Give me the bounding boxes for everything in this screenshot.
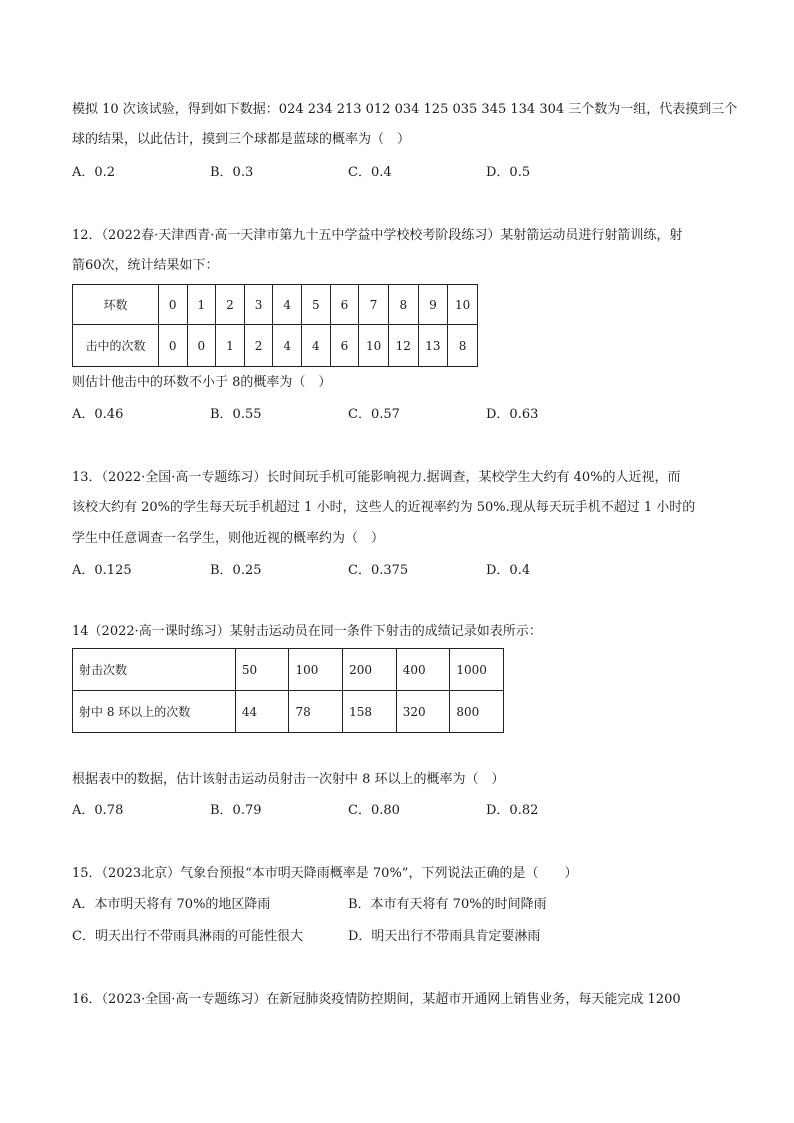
table-row	[73, 325, 478, 367]
q15-option-c[interactable]: C．明天出行不带雨具淋雨的可能性很大	[72, 929, 303, 944]
q14-shots-cell: 50	[235, 649, 289, 691]
q14-hits-cell: 78	[289, 691, 343, 733]
q14-data-table	[72, 648, 504, 733]
q12-ring-cell: 8	[388, 285, 418, 325]
q11-stem-line-1: 模拟 10 次该试验，得到如下数据：024 234 213 012 034 125 035 345 134 304 三个数为一组，代表摸到三个	[72, 102, 738, 117]
q14-option-a[interactable]: A．0.78	[72, 803, 124, 818]
q12-hits-cell: 1	[216, 325, 245, 367]
q13-stem-line-1: 13．（2022·全国·高一专题练习）长时间玩手机可能影响视力.据调查，某校学生大约有 40%的人近视，而	[72, 470, 681, 485]
q13-stem-line-3: 学生中任意调查一名学生，则他近视的概率约为（ ）	[72, 531, 385, 546]
q14-hits-cell: 800	[450, 691, 504, 733]
q14-option-c[interactable]: C．0.80	[348, 803, 400, 818]
q14-shots-cell: 200	[343, 649, 397, 691]
q12-hits-cell: 12	[388, 325, 418, 367]
table-row	[73, 285, 478, 325]
q16-stem-line-1: 16．（2023·全国·高一专题练习）在新冠肺炎疫情防控期间，某超市开通网上销售业务，每天能完成 1200	[72, 992, 681, 1007]
q12-hits-cell: 0	[158, 325, 187, 367]
q12-ring-cell: 0	[158, 285, 187, 325]
q12-ring-cell: 10	[448, 285, 478, 325]
q14-hits-cell: 158	[343, 691, 397, 733]
q12-hits-cell: 4	[273, 325, 302, 367]
q14-row1-label: 射击次数	[73, 649, 236, 691]
q12-stem-line-3: 则估计他击中的环数不小于 8的概率为（ ）	[72, 375, 332, 390]
q12-row2-label: 击中的次数	[73, 325, 159, 367]
q12-option-c[interactable]: C．0.57	[348, 407, 400, 422]
q12-data-table	[72, 284, 478, 367]
q11-stem-line-2: 球的结果，以此估计，摸到三个球都是蓝球的概率为（ ）	[72, 132, 411, 147]
q11-option-b[interactable]: B．0.3	[210, 165, 254, 180]
q14-shots-cell: 1000	[450, 649, 504, 691]
q12-hits-cell: 10	[359, 325, 389, 367]
q12-ring-cell: 7	[359, 285, 389, 325]
q12-stem-line-1: 12．（2022春·天津西青·高一天津市第九十五中学益中学校校考阶段练习）某射箭运动员进行射箭训练，射	[72, 228, 683, 243]
q13-option-b[interactable]: B．0.25	[210, 563, 262, 578]
q12-hits-cell: 0	[187, 325, 216, 367]
q14-row2-label: 射中 8 环以上的次数	[73, 691, 236, 733]
table-row	[73, 691, 504, 733]
q12-ring-cell: 5	[302, 285, 331, 325]
q15-option-d[interactable]: D．明天出行不带雨具肯定要淋雨	[348, 929, 541, 944]
table-row	[73, 649, 504, 691]
q14-shots-cell: 400	[396, 649, 450, 691]
q12-hits-cell: 4	[302, 325, 331, 367]
q12-hits-cell: 2	[244, 325, 273, 367]
q12-ring-cell: 4	[273, 285, 302, 325]
q14-hits-cell: 320	[396, 691, 450, 733]
q12-hits-cell: 6	[330, 325, 359, 367]
q12-hits-cell: 8	[448, 325, 478, 367]
q12-ring-cell: 9	[418, 285, 448, 325]
q14-hits-cell: 44	[235, 691, 289, 733]
q12-ring-cell: 6	[330, 285, 359, 325]
q15-option-b[interactable]: B．本市有天将有 70%的时间降雨	[348, 897, 547, 912]
q12-option-a[interactable]: A．0.46	[72, 407, 124, 422]
q12-option-d[interactable]: D．0.63	[486, 407, 539, 422]
q13-option-a[interactable]: A．0.125	[72, 563, 132, 578]
q15-stem-line-1: 15．（2023北京）气象台预报“本市明天降雨概率是 70%”，下列说法正确的是（ ）	[72, 866, 578, 881]
q14-stem-line-1: 14（2022·高一课时练习）某射击运动员在同一条件下射击的成绩记录如表所示：	[72, 624, 542, 639]
q13-option-d[interactable]: D．0.4	[486, 563, 531, 578]
q15-option-a[interactable]: A．本市明天将有 70%的地区降雨	[72, 897, 271, 912]
q14-stem-line-2: 根据表中的数据，估计该射击运动员射击一次射中 8 环以上的概率为（ ）	[72, 772, 505, 787]
q13-stem-line-2: 该校大约有 20%的学生每天玩手机超过 1 小时，这些人的近视率约为 50%.现从每天玩手机不超过 1 小时的	[72, 500, 696, 515]
q14-option-b[interactable]: B．0.79	[210, 803, 262, 818]
q12-hits-cell: 13	[418, 325, 448, 367]
q12-row1-label: 环数	[73, 285, 159, 325]
q14-shots-cell: 100	[289, 649, 343, 691]
q14-option-d[interactable]: D．0.82	[486, 803, 539, 818]
q11-option-a[interactable]: A．0.2	[72, 165, 116, 180]
q13-option-c[interactable]: C．0.375	[348, 563, 409, 578]
q12-option-b[interactable]: B．0.55	[210, 407, 262, 422]
q12-ring-cell: 2	[216, 285, 245, 325]
q12-ring-cell: 3	[244, 285, 273, 325]
q12-ring-cell: 1	[187, 285, 216, 325]
q11-option-d[interactable]: D．0.5	[486, 165, 531, 180]
q12-stem-line-2: 箭60次，统计结果如下：	[72, 258, 219, 273]
q11-option-c[interactable]: C．0.4	[348, 165, 392, 180]
